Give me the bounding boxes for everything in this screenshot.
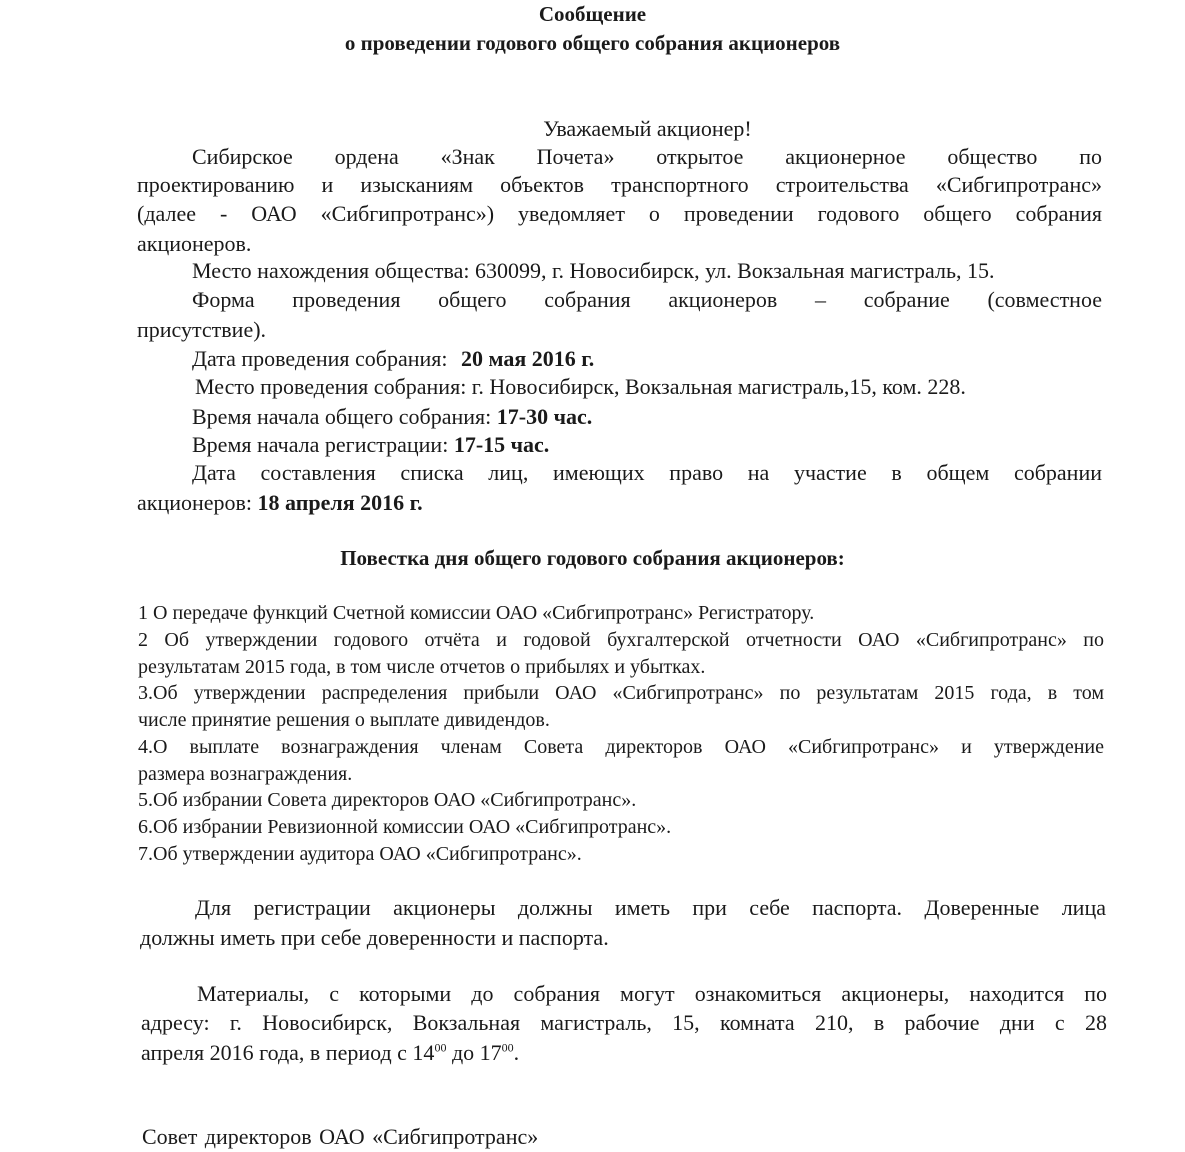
agenda-item-6: 6.Об избрании Ревизионной комиссии ОАО «Сибгипротранс». bbox=[138, 816, 672, 838]
agenda-item-1: 1 О передаче функций Счетной комиссии ОАО «Сибгипротранс» Регистратору. bbox=[138, 602, 815, 624]
greeting: Уважаемый акционер! bbox=[543, 116, 752, 141]
agenda-item-7: 7.Об утверждении аудитора ОАО «Сибгипротранс». bbox=[138, 843, 582, 865]
meeting-form-line-1: Форма проведения общего собрания акционеров – собрание (совместное bbox=[192, 287, 1102, 312]
document-title: Сообщение bbox=[538, 2, 647, 26]
intro-line-2: проектированию и изысканиям объектов транспортного строительства «Сибгипротранс» bbox=[137, 172, 1102, 197]
agenda-item-2: 2 Об утверждении годового отчёта и годовой бухгалтерской отчетности ОАО «Сибгипротранс» по bbox=[138, 629, 1104, 651]
start-time-value: 17-30 час. bbox=[496, 404, 593, 429]
time-superscript-2: 00 bbox=[501, 1040, 514, 1055]
agenda-item-4-cont: размера вознаграждения. bbox=[138, 763, 353, 785]
meeting-form-line-2: присутствие). bbox=[137, 317, 267, 342]
agenda-item-4: 4.О выплате вознаграждения членам Совета директоров ОАО «Сибгипротранс» и утверждение bbox=[138, 736, 1104, 758]
meeting-place: Место проведения собрания: г. Новосибирск, Вокзальная магистраль,15, ком. 228. bbox=[195, 374, 966, 399]
agenda-item-3: 3.Об утверждении распределения прибыли ОАО «Сибгипротранс» по результатам 2015 года, в том bbox=[138, 682, 1104, 704]
list-date-value: 18 апреля 2016 г. bbox=[257, 490, 423, 515]
materials-line-3 bbox=[141, 1040, 519, 1066]
meeting-date bbox=[192, 346, 594, 372]
materials-line-2: адресу: г. Новосибирск, Вокзальная магистраль, 15, комната 210, в рабочие дни с 28 bbox=[141, 1010, 1107, 1035]
registration-time-label: Время начала регистрации: bbox=[192, 432, 449, 457]
company-location: Место нахождения общества: 630099, г. Новосибирск, ул. Вокзальная магистраль, 15. bbox=[192, 258, 995, 283]
materials-line-3-mid: до 17 bbox=[446, 1040, 502, 1065]
signature: Совет директоров ОАО «Сибгипротранс» bbox=[142, 1124, 539, 1149]
agenda-item-2-cont: результатам 2015 года, в том числе отчетов о прибылях и убытках. bbox=[138, 656, 706, 678]
list-date-label: акционеров: bbox=[137, 490, 253, 515]
time-superscript-1: 00 bbox=[434, 1040, 447, 1055]
agenda-item-3-cont: числе принятие решения о выплате дивидендов. bbox=[138, 709, 550, 731]
document-subtitle: о проведении годового общего собрания акционеров bbox=[344, 31, 841, 55]
list-date-line-1: Дата составления списка лиц, имеющих право на участие в общем собрании bbox=[192, 460, 1102, 485]
meeting-start-time bbox=[192, 404, 592, 430]
list-date-line-2 bbox=[137, 490, 423, 516]
agenda-item-5: 5.Об избрании Совета директоров ОАО «Сибгипротранс». bbox=[138, 789, 637, 811]
materials-line-3-end: . bbox=[513, 1040, 520, 1065]
intro-line-4: акционеров. bbox=[137, 231, 252, 256]
intro-line-3: (далее - ОАО «Сибгипротранс») уведомляет о проведении годового общего собрания bbox=[137, 201, 1102, 226]
registration-note-line-2: должны иметь при себе доверенности и паспорта. bbox=[140, 925, 609, 950]
agenda-heading: Повестка дня общего годового собрания акционеров: bbox=[340, 546, 845, 570]
meeting-date-label: Дата проведения собрания: bbox=[192, 346, 448, 371]
registration-time-value: 17-15 час. bbox=[453, 432, 550, 457]
intro-line-1: Сибирское ордена «Знак Почета» открытое акционерное общество по bbox=[192, 144, 1102, 169]
materials-line-3-text: апреля 2016 года, в период с 14 bbox=[141, 1040, 435, 1065]
registration-start-time bbox=[192, 432, 549, 458]
start-time-label: Время начала общего собрания: bbox=[192, 404, 492, 429]
meeting-date-value: 20 мая 2016 г. bbox=[460, 346, 595, 371]
registration-note-line-1: Для регистрации акционеры должны иметь при себе паспорта. Доверенные лица bbox=[195, 895, 1106, 920]
materials-line-1: Материалы, с которыми до собрания могут ознакомиться акционеры, находится по bbox=[197, 981, 1107, 1006]
